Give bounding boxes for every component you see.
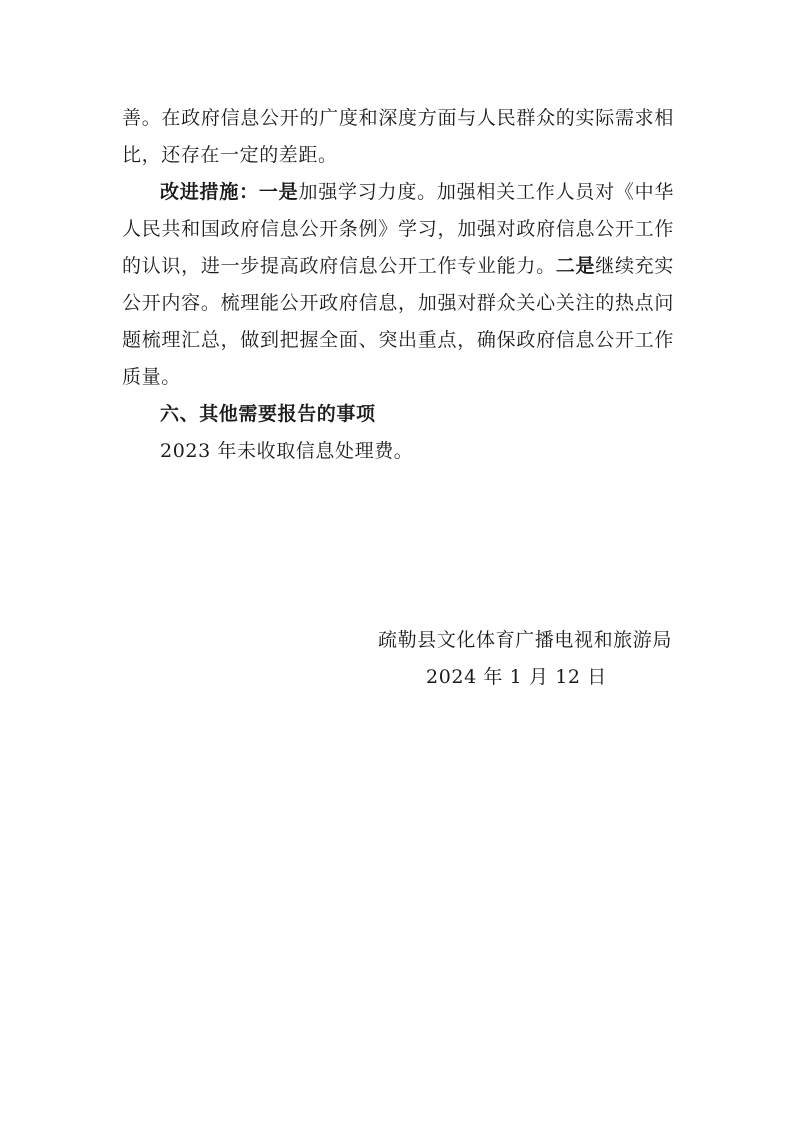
paragraph-continuation: 善。在政府信息公开的广度和深度方面与人民群众的实际需求相比，还存在一定的差距。 xyxy=(122,107,674,166)
paragraph-improvement-measures xyxy=(122,174,674,396)
section-heading-other-matters: 六、其他需要报告的事项 xyxy=(160,403,376,425)
paragraph-fee-statement: 2023 年未收取信息处理费。 xyxy=(160,440,414,462)
signature-organization: 疏勒县文化体育广播电视和旅游局 xyxy=(377,629,672,651)
second-marker: 二是 xyxy=(555,255,596,277)
signature-date: 2024 年 1 月 12 日 xyxy=(426,666,607,688)
second-measure-text: 继续充实公开内容。梳理能公开政府信息，加强对群众关心关注的热点问题梳理汇总，做到把握全面、突出重点，确保政府信息公开工作质量。 xyxy=(122,255,675,388)
first-measure-text: 加强学习力度。加强相关工作人员对《中华人民共和国政府信息公开条例》学习，加强对政府信息公开工作的认识，进一步提高政府信息公开工作专业能力。 xyxy=(122,181,675,277)
document-body xyxy=(122,100,674,470)
first-marker: 一是 xyxy=(258,181,299,203)
improvement-label: 改进措施： xyxy=(160,181,259,203)
